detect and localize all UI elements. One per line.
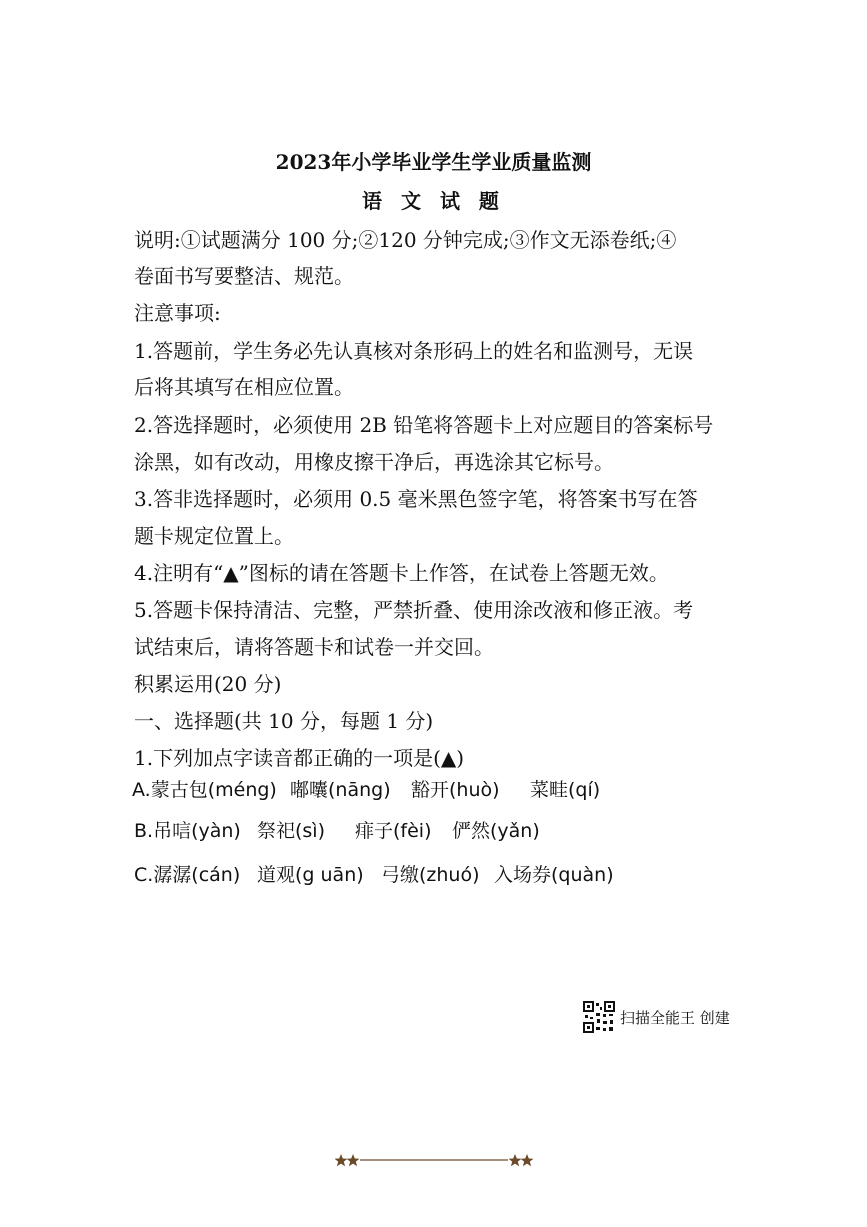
option-c-item: 弓缴(zhuó) (381, 864, 480, 886)
option-c-item: 入场券(quàn) (494, 864, 614, 886)
note-line: 涂黑，如有改动，用橡皮擦干净后，再选涂其它标号。 (134, 450, 614, 474)
note-line: 后将其填写在相应位置。 (134, 375, 354, 399)
qr-code-icon (583, 1001, 615, 1033)
note-line: 5.答题卡保持清洁、完整，严禁折叠、使用涂改液和修正液。考 (134, 598, 694, 622)
option-b-item: 俨然(yǎn) (452, 820, 540, 842)
note-line: 试结束后，请将答题卡和试卷一并交回。 (134, 635, 494, 659)
note-line: 2.答选择题时，必须使用 2B 铅笔将答题卡上对应题目的答案标号 (134, 413, 714, 437)
option-a-item: 豁开(huò) (411, 779, 500, 801)
instructions-line-1: 说明:①试题满分 100 分;②120 分钟完成;③作文无添卷纸;④ (134, 228, 677, 252)
option-c-item: C.潺潺(cán) (134, 864, 241, 886)
note-line: 1.答题前，学生务必先认真核对条形码上的姓名和监测号，无误 (134, 339, 694, 363)
option-row-a (0, 775, 867, 805)
option-row-b (0, 816, 867, 846)
option-a-item: A.蒙古包(méng) (132, 779, 277, 801)
star-divider-icon (335, 1151, 535, 1169)
note-line: 3.答非选择题时，必须用 0.5 毫米黑色签字笔，将答案书写在答 (134, 487, 698, 511)
section-heading: 积累运用(20 分) (134, 672, 282, 696)
option-b-item: B.吊唁(yàn) (134, 820, 241, 842)
part-heading: 一、选择题(共 10 分，每题 1 分) (134, 709, 434, 733)
option-a-item: 菜畦(qí) (530, 779, 601, 801)
page-title: 2023年小学毕业学生学业质量监测 (275, 150, 592, 174)
option-row-c (0, 860, 867, 890)
option-b-item: 痱子(fèi) (355, 820, 432, 842)
instructions-line-2: 卷面书写要整洁、规范。 (134, 264, 354, 288)
note-line: 4.注明有“▲”图标的请在答题卡上作答，在试卷上答题无效。 (134, 561, 669, 585)
watermark-label: 扫描全能王 创建 (620, 1009, 730, 1027)
page-subtitle: 语 文 试 题 (362, 189, 505, 213)
notes-heading: 注意事项: (134, 301, 221, 325)
question-1-stem: 1.下列加点字读音都正确的一项是(▲) (134, 746, 465, 770)
option-c-item: 道观(g uān) (257, 864, 364, 886)
option-a-item: 嘟囔(nāng) (290, 779, 391, 801)
option-b-item: 祭祀(sì) (257, 820, 326, 842)
note-line: 题卡规定位置上。 (134, 524, 294, 548)
